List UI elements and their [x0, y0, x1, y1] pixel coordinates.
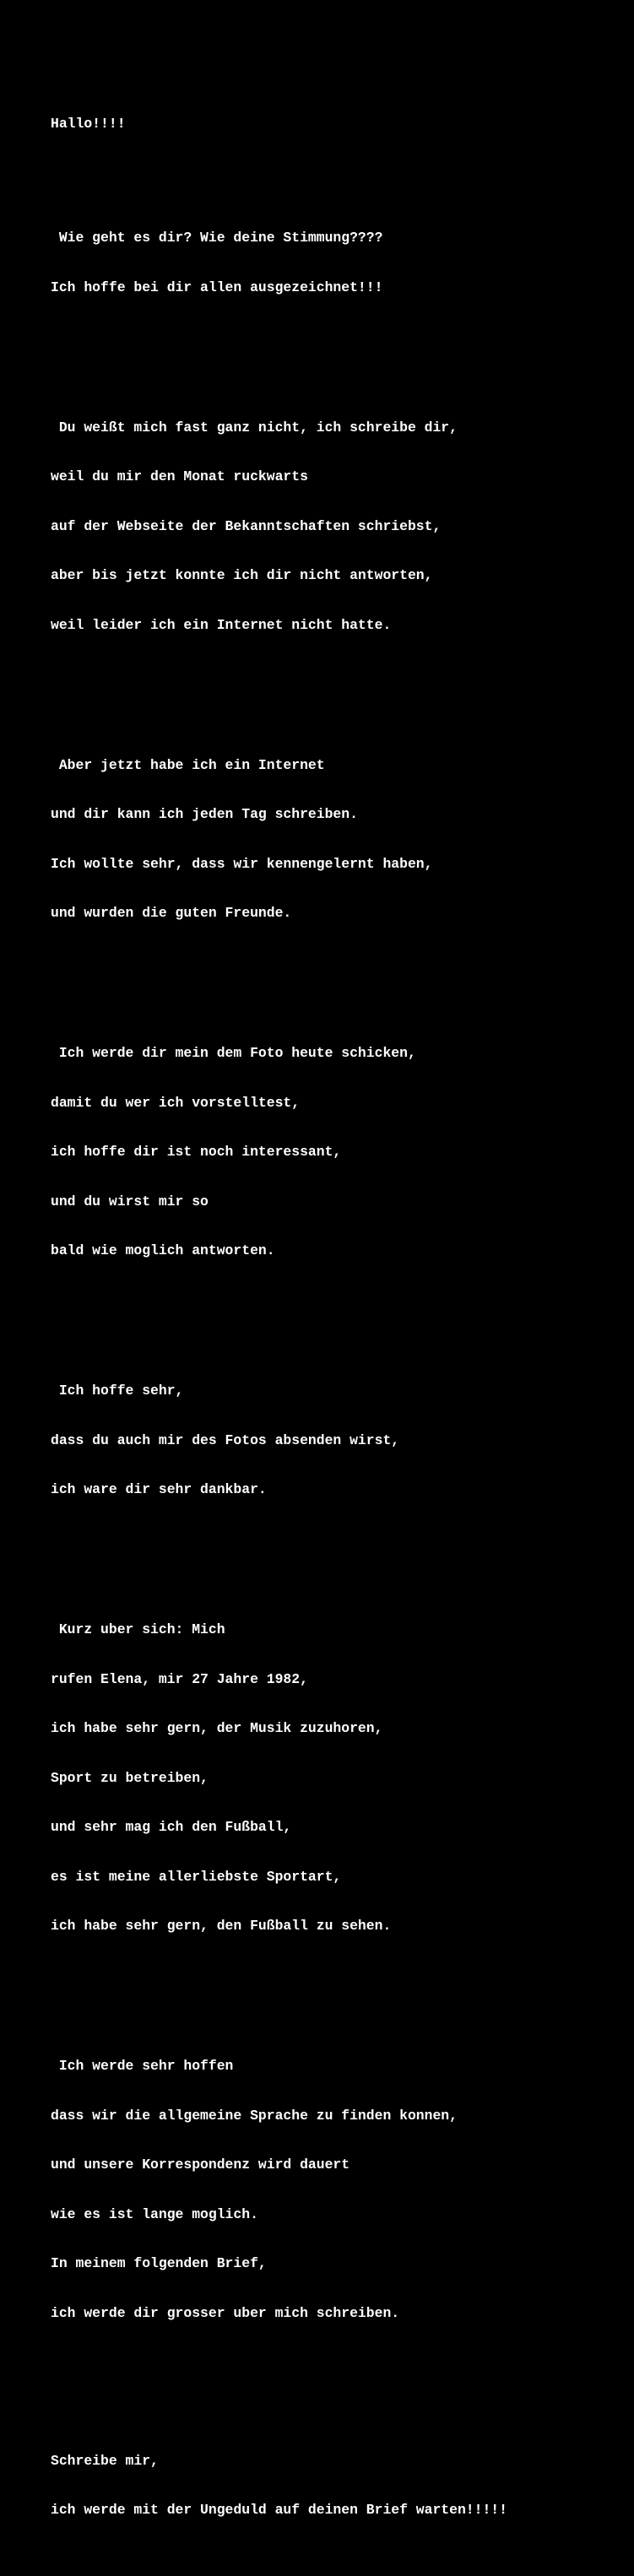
text-line: In meinem folgenden Brief,: [51, 2255, 267, 2271]
text-line: und wurden die guten Freunde.: [51, 905, 292, 921]
text-line: und dir kann ich jeden Tag schreiben.: [51, 806, 358, 822]
letter-text: [51, 83, 507, 2576]
text-line: rufen Elena, mir 27 Jahre 1982,: [51, 1670, 308, 1687]
paragraph-1: [51, 197, 507, 328]
text-line: und du wirst mir so: [51, 1193, 209, 1210]
paragraph-4: [51, 1012, 507, 1292]
text-line: Ich hoffe bei dir allen ausgezeichnet!!!: [51, 279, 383, 295]
text-line: Ich wollte sehr, dass wir kennengelernt haben,: [51, 855, 433, 872]
text-line: wie es ist lange moglich.: [51, 2205, 258, 2222]
text-line: Ich werde sehr hoffen: [51, 2058, 234, 2074]
paragraph-6: [51, 1588, 507, 1967]
text-line: ich habe sehr gern, den Fußball zu sehen.: [51, 1918, 392, 1934]
text-line: Schreibe mir,: [51, 2452, 159, 2469]
text-line: damit du wer ich vorstelltest,: [51, 1094, 301, 1111]
text-line: ich werde mit der Ungeduld auf deinen Brief warten!!!!!: [51, 2502, 507, 2518]
paragraph-7: [51, 2025, 507, 2354]
text-line: bald wie moglich antworten.: [51, 1242, 275, 1258]
text-line: ich hoffe dir ist noch interessant,: [51, 1144, 342, 1160]
text-line: ich habe sehr gern, der Musik zuzuhoren,: [51, 1720, 383, 1736]
text-line: es ist meine allerliebste Sportart,: [51, 1868, 342, 1885]
paragraph-8: [51, 2420, 507, 2552]
greeting: Hallo!!!!: [51, 116, 126, 132]
text-line: Kurz uber sich: Mich: [51, 1621, 225, 1637]
text-line: Du weißt mich fast ganz nicht, ich schreibe dir,: [51, 419, 458, 436]
text-line: ich werde dir grosser uber mich schreiben.: [51, 2304, 400, 2321]
text-line: auf der Webseite der Bekanntschaften schriebst,: [51, 517, 442, 534]
text-line: Aber jetzt habe ich ein Internet: [51, 756, 325, 773]
text-line: und sehr mag ich den Fußball,: [51, 1819, 292, 1835]
text-line: Wie geht es dir? Wie deine Stimmung????: [51, 230, 383, 246]
text-line: weil leider ich ein Internet nicht hatte.: [51, 616, 392, 633]
text-line: dass wir die allgemeine Sprache zu finden konnen,: [51, 2107, 458, 2124]
text-line: aber bis jetzt konnte ich dir nicht antworten,: [51, 567, 433, 583]
text-line: Ich werde dir mein dem Foto heute schicken,: [51, 1045, 416, 1061]
text-line: dass du auch mir des Fotos absenden wirst,: [51, 1431, 400, 1448]
text-line: weil du mir den Monat ruckwarts: [51, 468, 308, 484]
text-line: und unsere Korrespondenz wird dauert: [51, 2157, 350, 2173]
text-line: ich ware dir sehr dankbar.: [51, 1481, 267, 1497]
paragraph-2: [51, 387, 507, 667]
paragraph-5: [51, 1350, 507, 1531]
text-line: Sport zu betreiben,: [51, 1769, 209, 1786]
text-line: Ich hoffe sehr,: [51, 1383, 184, 1399]
paragraph-3: [51, 724, 507, 955]
